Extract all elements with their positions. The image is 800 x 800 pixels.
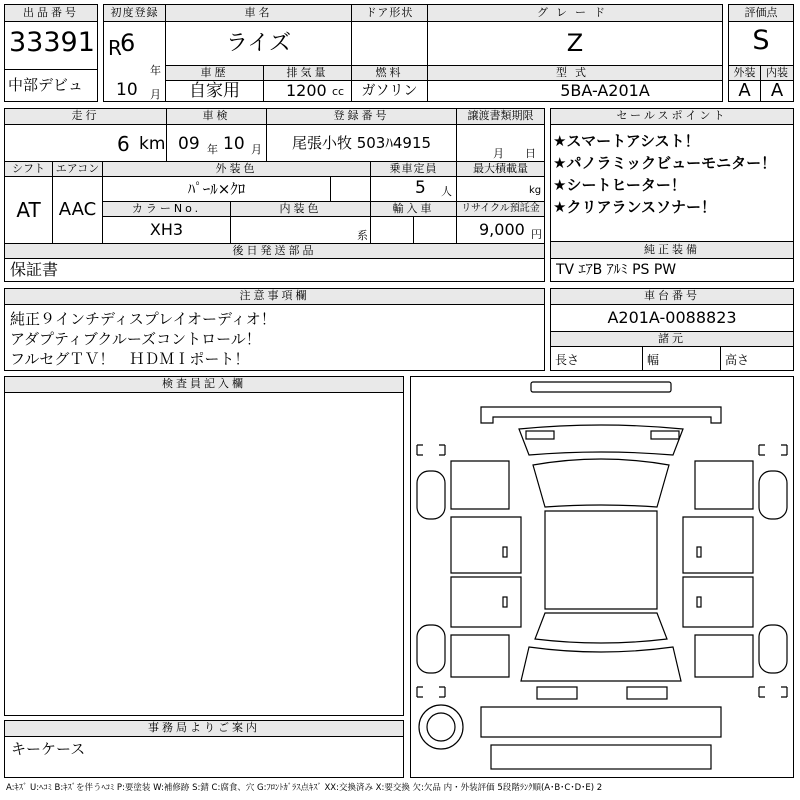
inspection-cell: [167, 125, 267, 161]
notes-section: [4, 288, 545, 371]
score-value: S: [752, 25, 770, 56]
inspection-month-unit: 月: [251, 143, 262, 156]
dimension-width: [643, 347, 721, 370]
door-header: ドア形状: [352, 5, 428, 22]
load-header: 最大積載量: [457, 161, 544, 177]
selling-point-1: ★スマートアシスト！: [553, 132, 700, 150]
import-cell-a: [371, 217, 414, 243]
mileage-header: 走行: [5, 109, 167, 125]
selling-point-3: ★シートヒーター！: [553, 176, 686, 194]
mileage-unit: km: [139, 134, 166, 154]
inspection-month: 10: [223, 134, 245, 154]
first-reg-year: 6: [120, 29, 136, 57]
notes-line-1: 純正９インチディスプレイオーディオ！: [10, 310, 276, 328]
car-diagram: [410, 376, 794, 778]
chassis-header: 車台番号: [551, 289, 793, 305]
history-header: 車歴: [166, 65, 264, 81]
transfer-cell: [457, 125, 544, 161]
model-header: 型式: [428, 65, 722, 81]
transfer-day-unit: 日: [525, 147, 536, 160]
fuel-value: ガソリン: [352, 81, 428, 101]
grade-header: グレード: [428, 5, 722, 22]
recycle-value: 9,000: [479, 220, 525, 239]
recycle-unit: 円: [531, 228, 542, 241]
first-reg-month: 10: [116, 80, 138, 100]
load-cell: [457, 177, 544, 201]
interior-color-cell: [231, 217, 371, 243]
later-parts-value: 保証書: [10, 260, 59, 279]
first-reg-month-unit: 月: [150, 88, 161, 101]
color-no-header: カラーNo.: [103, 201, 231, 217]
equipment-value: TV ｴｱB ｱﾙﾐ PS PW: [556, 262, 677, 278]
transfer-header: 譲渡書類期限: [457, 109, 544, 125]
office-section: [4, 720, 404, 778]
plate-value: 尾張小牧 503ﾊ4915: [267, 125, 457, 161]
dimensions-header: 諸元: [551, 331, 793, 347]
selling-points-header: セールスポイント: [551, 109, 793, 125]
dimension-width-label: 幅: [647, 353, 660, 367]
exterior-score: A: [729, 81, 761, 101]
door-value: [352, 22, 428, 65]
selling-point-2: ★パノラミックビューモニター！: [553, 154, 777, 172]
mileage-cell: [5, 125, 167, 161]
aircon-value: AAC: [53, 177, 103, 243]
top-grid: [103, 4, 723, 102]
first-reg-header: 初度登録: [104, 5, 166, 22]
interior-color-header: 内装色: [231, 201, 371, 217]
capacity-unit: 人: [441, 185, 452, 198]
recycle-cell: [457, 217, 544, 243]
spec-grid: [4, 108, 545, 282]
exterior-color-extra: [331, 177, 371, 201]
chassis-section: [550, 288, 794, 371]
lot-note: 中部デビュ: [5, 69, 97, 101]
first-reg-year-unit: 年: [150, 64, 161, 77]
chassis-value: A201A-0088823: [607, 308, 737, 327]
inspection-year-unit: 年: [207, 143, 218, 156]
exterior-color-value: ﾊﾟｰﾙ×ｸﾛ: [103, 177, 331, 201]
dimension-length-label: 長さ: [555, 353, 580, 367]
import-header: 輸入車: [371, 201, 457, 217]
displacement-cell: [264, 81, 352, 101]
capacity-header: 乗車定員: [371, 161, 457, 177]
displacement-value: 1200: [286, 81, 327, 100]
score-header: 評価点: [729, 5, 793, 22]
capacity-cell: [371, 177, 457, 201]
load-unit: kg: [529, 185, 542, 196]
dimension-length: [551, 347, 643, 370]
car-name-value: ライズ: [166, 22, 352, 65]
first-reg-cell: [104, 22, 166, 101]
selling-point-4: ★クリアランスソナー！: [553, 198, 716, 216]
import-cell-b: [414, 217, 457, 243]
interior-color-unit: 系: [357, 229, 368, 242]
interior-score: A: [770, 81, 784, 101]
office-value: キーケース: [11, 740, 86, 758]
mileage-value: 6: [117, 132, 130, 156]
model-value: 5BA-A201A: [560, 81, 650, 100]
transfer-month-unit: 月: [493, 147, 504, 160]
history-value: 自家用: [166, 81, 264, 101]
recycle-header: リサイクル預託金: [457, 201, 544, 217]
inspection-year: 09: [178, 134, 200, 154]
damage-legend: A:ｷｽﾞ U:ﾍｺﾐ B:ｷｽﾞを伴うﾍｺﾐ P:要塗装 W:補修跡 S:錆 C:腐食、穴 G:ﾌﾛﾝﾄｶﾞﾗｽ点ｷｽﾞ XX:交換済み X:要交換 欠:欠品 内・外装評価 5段階ﾗﾝｸ順(A･B･C･D･E) 2: [6, 783, 603, 793]
inspector-section: [4, 376, 404, 716]
grade-value: Z: [566, 29, 584, 57]
inspection-header: 車検: [167, 109, 267, 125]
lot-header: 出品番号: [5, 5, 97, 22]
inspector-header: 検査員記入欄: [5, 377, 403, 393]
score-section: [728, 4, 794, 102]
lot-section: [4, 4, 98, 102]
car-outline-diagram: [411, 377, 793, 777]
office-header: 事務局よりご案内: [5, 721, 403, 737]
notes-line-3: フルセグＴＶ！ ＨＤＭＩポート！: [10, 350, 250, 368]
dimension-height-label: 高さ: [725, 353, 750, 367]
color-no-value: XH3: [103, 217, 231, 243]
selling-points-section: [550, 108, 794, 242]
car-name-header: 車名: [166, 5, 352, 22]
exterior-header: 外装: [729, 65, 761, 81]
aircon-header: エアコン: [53, 161, 103, 177]
shift-value: AT: [5, 177, 53, 243]
shift-header: シフト: [5, 161, 53, 177]
displacement-header: 排気量: [264, 65, 352, 81]
exterior-color-header: 外装色: [103, 161, 371, 177]
plate-header: 登録番号: [267, 109, 457, 125]
equipment-header: 純正装備: [551, 242, 793, 259]
lot-number: 33391: [9, 27, 95, 58]
displacement-unit: cc: [332, 85, 345, 98]
fuel-header: 燃料: [352, 65, 428, 81]
notes-line-2: アダプティブクルーズコントロール！: [10, 330, 261, 348]
capacity-value: 5: [415, 178, 426, 198]
dimension-height: [721, 347, 793, 370]
interior-header: 内装: [761, 65, 793, 81]
later-parts-header: 後日発送部品: [5, 243, 544, 259]
notes-header: 注意事項欄: [5, 289, 544, 305]
first-reg-era: R: [108, 36, 122, 60]
equipment-section: [550, 242, 794, 282]
